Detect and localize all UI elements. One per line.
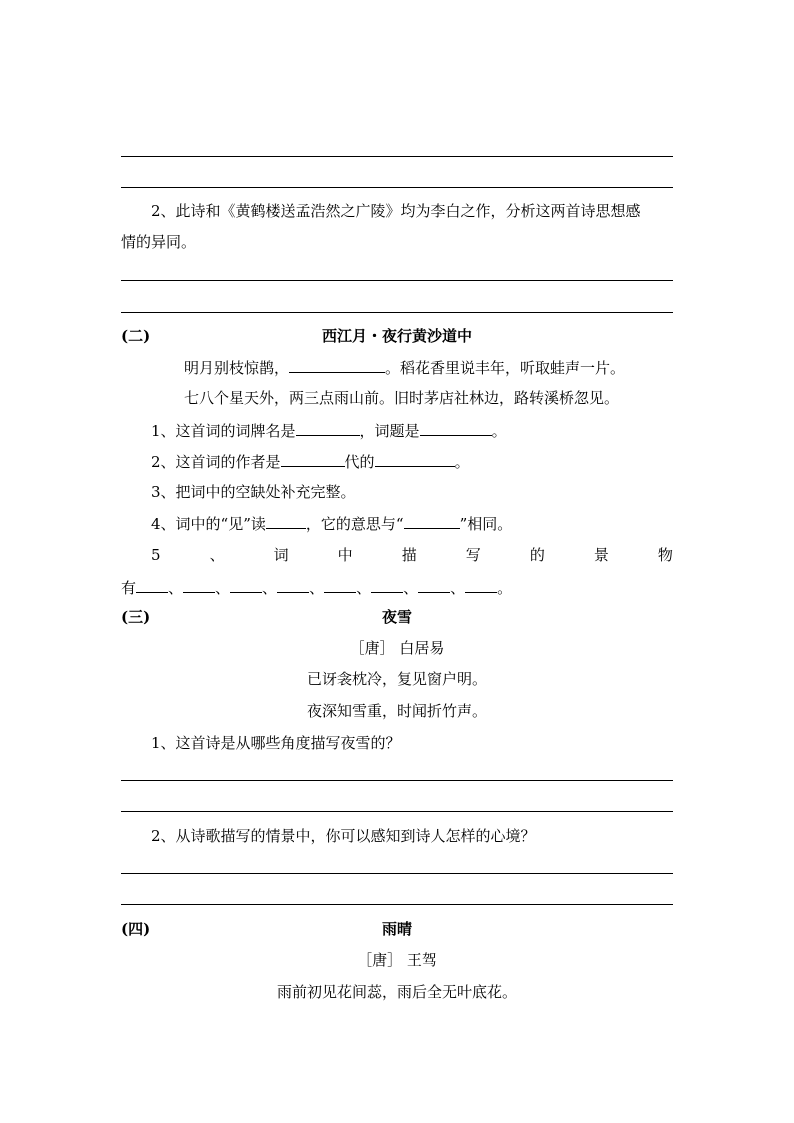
fill-blank[interactable]: [296, 420, 360, 436]
question-part: ，它的意思与“: [305, 515, 404, 533]
section-label: (四): [121, 920, 151, 938]
poem-author: ［唐］ 王驾: [357, 951, 437, 969]
separator: 、: [403, 579, 419, 597]
question-part: 1、这首词的词牌名是: [151, 422, 296, 440]
fill-blank[interactable]: [289, 357, 385, 373]
question-part: 。: [491, 422, 507, 440]
separator: 、: [215, 579, 231, 597]
fill-blank[interactable]: [420, 420, 492, 436]
answer-line: [121, 280, 673, 281]
separator: 、: [168, 579, 184, 597]
poem-text: 。稻花香里说丰年，听取蛙声一片。: [385, 359, 626, 377]
answer-line: [121, 156, 673, 157]
poem-title: 夜雪: [381, 608, 412, 626]
question-part: 。: [454, 453, 470, 471]
question-char: 词: [273, 546, 289, 564]
separator: 、: [262, 579, 278, 597]
question-text: 3、把词中的空缺处补充完整。: [151, 483, 356, 501]
poem-text: 明月别枝惊鹊，: [184, 359, 290, 377]
fill-blank[interactable]: [371, 577, 403, 593]
question-part: 代的: [344, 453, 375, 471]
answer-line: [121, 811, 673, 812]
question-part: 2、这首词的作者是: [151, 453, 281, 471]
question-part: 。: [497, 579, 513, 597]
question-part: 4、词中的“见”读: [151, 515, 266, 533]
question-char: 描: [401, 546, 417, 564]
poem-line: [184, 357, 625, 378]
fill-blank[interactable]: [418, 577, 450, 593]
poem-title: 雨晴: [381, 920, 412, 938]
poem-line: 夜深知雪重，时闻折竹声。: [306, 702, 487, 720]
fill-blank[interactable]: [404, 513, 460, 529]
question-part: ”相同。: [459, 515, 513, 533]
fill-blank[interactable]: [465, 577, 497, 593]
question-char: 5: [151, 546, 161, 564]
fill-blank[interactable]: [230, 577, 262, 593]
question-part: ，词题是: [359, 422, 420, 440]
question-char: 景: [593, 546, 609, 564]
question-text-justified: [121, 545, 673, 565]
question-char: 、: [209, 546, 225, 564]
separator: 、: [450, 579, 466, 597]
poem-line: 雨前初见花间蕊，雨后全无叶底花。: [276, 983, 517, 1001]
question-char: 写: [465, 546, 481, 564]
answer-line: [121, 780, 673, 781]
fill-blank[interactable]: [266, 513, 306, 529]
poem-line: 已讶衾枕冷，复见窗户明。: [306, 670, 487, 688]
fill-blank[interactable]: [277, 577, 309, 593]
fill-blank[interactable]: [281, 451, 345, 467]
section-label: (三): [121, 608, 151, 626]
scenery-blanks-row: [121, 577, 512, 598]
answer-line: [121, 873, 673, 874]
question-text: [151, 420, 507, 441]
fill-blank[interactable]: [375, 451, 455, 467]
poem-title: 西江月・夜行黄沙道中: [321, 327, 472, 345]
answer-line: [121, 904, 673, 905]
fill-blank[interactable]: [136, 577, 168, 593]
question-text: 2、此诗和《黄鹤楼送孟浩然之广陵》均为李白之作，分析这两首诗思想感: [151, 202, 641, 220]
question-char: 物: [657, 546, 673, 564]
answer-line: [121, 312, 673, 313]
question-char: 的: [529, 546, 545, 564]
question-char: 中: [337, 546, 353, 564]
section-label: (二): [121, 327, 151, 345]
separator: 、: [356, 579, 372, 597]
question-part: 有: [121, 579, 137, 597]
fill-blank[interactable]: [183, 577, 215, 593]
question-text: 情的异同。: [121, 233, 197, 251]
separator: 、: [309, 579, 325, 597]
question-text: [151, 513, 512, 534]
answer-line: [121, 187, 673, 188]
question-text: 2、从诗歌描写的情景中，你可以感知到诗人怎样的心境？: [151, 827, 536, 845]
poem-line: 七八个星天外，两三点雨山前。旧时茅店社林边，路转溪桥忽见。: [184, 389, 620, 407]
poem-author: ［唐］ 白居易: [349, 639, 445, 657]
question-text: 1、这首诗是从哪些角度描写夜雪的？: [151, 734, 401, 752]
question-text: [151, 451, 470, 472]
fill-blank[interactable]: [324, 577, 356, 593]
